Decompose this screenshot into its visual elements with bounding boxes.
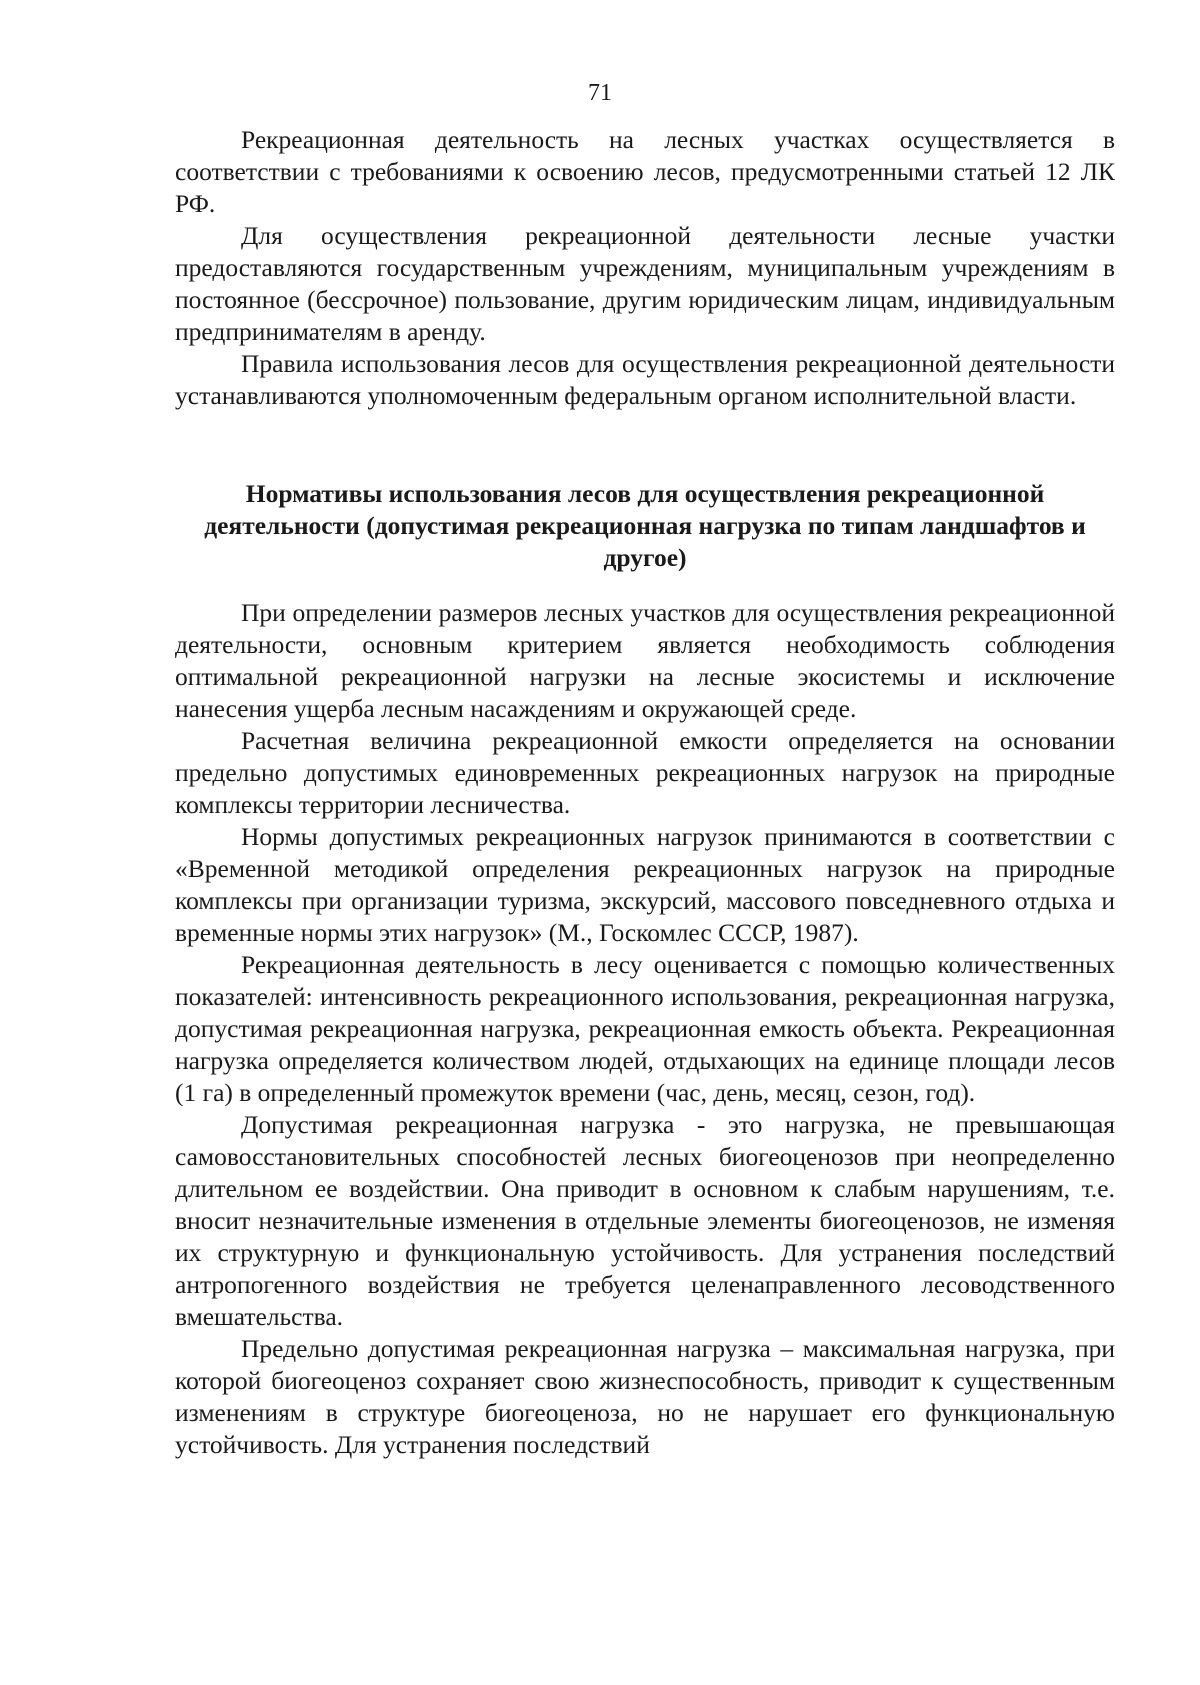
paragraph: Правила использования лесов для осуществления рекреационной деятельности устанавливаются уполномоченным федеральным органом исполнительной власти. <box>175 349 1115 410</box>
paragraph: Предельно допустимая рекреационная нагрузка – максимальная нагрузка, при которой биогеоценоз сохраняет свою жизнеспособность, приводит к существенным изменениям в структуре биогеоценоза, но не нарушает его функциональную устойчивость. Для устранения последствий <box>175 1334 1115 1459</box>
page-number: 71 <box>588 80 612 106</box>
bottom-text-block <box>175 597 1115 1461</box>
paragraph: Допустимая рекреационная нагрузка - это нагрузка, не превышающая самовосстановительных способностей лесных биогеоценозов при неопределенно длительном ее воздействии. Она приводит в основном к слабым нарушениям, т.е. вносит незначительные изменения в отдельные элементы биогеоценозов, не изменяя их структурную и функциональную устойчивость. Для устранения последствий антропогенного воздействия не требуется целенаправленного лесоводственного вмешательства. <box>175 1110 1115 1331</box>
paragraph: Нормы допустимых рекреационных нагрузок принимаются в соответствии с «Временной методикой определения рекреационных нагрузок на природные комплексы при организации туризма, экскурсий, массового повседневного отдыха и временные нормы этих нагрузок» (М., Госкомлес СССР, 1987). <box>175 822 1115 947</box>
paragraph: Рекреационная деятельность в лесу оценивается с помощью количественных показателей: интенсивность рекреационного использования, рекреационная нагрузка, допустимая рекреационная нагрузка, рекреационная емкость объекта. Рекреационная нагрузка определяется количеством людей, отдыхающих на единице площади лесов (1 га) в определенный промежуток времени (час, день, месяц, сезон, год). <box>175 950 1115 1107</box>
paragraph: Рекреационная деятельность на лесных участках осуществляется в соответствии с требованиями к освоению лесов, предусмотренными статьей 12 ЛК РФ. <box>175 125 1115 218</box>
paragraph: Расчетная величина рекреационной емкости определяется на основании предельно допустимых единовременных рекреационных нагрузок на природные комплексы территории лесничества. <box>175 726 1115 819</box>
paragraph: При определении размеров лесных участков для осуществления рекреационной деятельности, основным критерием является необходимость соблюдения оптимальной рекреационной нагрузки на лесные экосистемы и исключение нанесения ущерба лесным насаждениям и окружающей среде. <box>175 598 1115 723</box>
top-text-block <box>175 124 1115 412</box>
paragraph: Для осуществления рекреационной деятельности лесные участки предоставляются государственным учреждениям, муниципальным учреждениям в постоянное (бессрочное) пользование, другим юридическим лицам, индивидуальным предпринимателям в аренду. <box>175 221 1115 346</box>
section-heading: Нормативы использования лесов для осуществления рекреационной деятельности (допустимая рекреационная нагрузка по типам ландшафтов и другое) <box>204 479 1086 572</box>
